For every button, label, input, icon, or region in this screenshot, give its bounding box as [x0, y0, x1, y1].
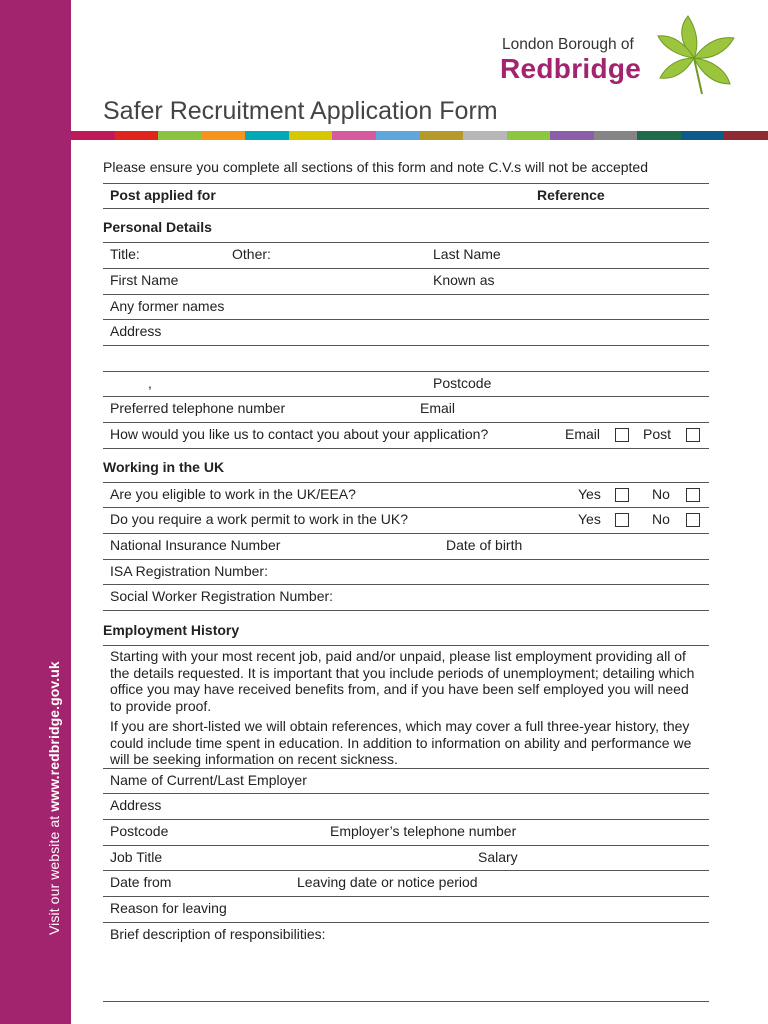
rule — [103, 242, 709, 243]
rule — [103, 559, 709, 560]
eligible-question: Are you eligible to work in the UK/EEA? — [110, 486, 356, 502]
stripe-segment — [463, 131, 507, 140]
dob-field[interactable]: Date of birth — [446, 537, 523, 553]
rule — [103, 845, 709, 846]
personal-details-heading: Personal Details — [103, 219, 212, 235]
rule — [103, 294, 709, 295]
stripe-segment — [724, 131, 768, 140]
employer-telephone-field[interactable]: Employer’s telephone number — [330, 823, 517, 839]
rule — [103, 183, 709, 184]
contact-post-checkbox[interactable] — [686, 428, 700, 442]
rule — [103, 768, 709, 769]
logo-top-text: London Borough of — [502, 36, 634, 53]
rule — [103, 793, 709, 794]
page-title: Safer Recruitment Application Form — [103, 97, 498, 125]
stripe-segment — [594, 131, 638, 140]
contact-post-label: Post — [643, 426, 672, 442]
rule — [103, 610, 709, 611]
permit-no-checkbox[interactable] — [686, 513, 700, 527]
stripe-segment — [71, 131, 115, 140]
rule — [103, 208, 709, 209]
rule — [103, 422, 709, 423]
rule — [103, 507, 709, 508]
stripe-segment — [637, 131, 681, 140]
job-title-field[interactable]: Job Title — [110, 849, 163, 865]
stripe-segment — [245, 131, 289, 140]
rule — [103, 896, 709, 897]
rule — [103, 482, 709, 483]
known-as-field[interactable]: Known as — [433, 272, 495, 288]
rule — [103, 1001, 709, 1002]
stripe-segment — [681, 131, 725, 140]
rule — [103, 371, 709, 372]
logo-main-text: Redbridge — [500, 53, 642, 84]
stripe-segment — [332, 131, 376, 140]
website-note — [46, 661, 62, 935]
social-worker-registration-field[interactable]: Social Worker Registration Number: — [110, 588, 334, 604]
address-field[interactable]: Address — [110, 323, 162, 339]
eligible-yes-checkbox[interactable] — [615, 488, 629, 502]
intro-text: Please ensure you complete all sections of this form and note C.V.s will not be accepted — [103, 159, 649, 175]
stripe-segment — [550, 131, 594, 140]
rule — [103, 870, 709, 871]
eligible-no-label: No — [652, 486, 670, 502]
sidebar-band — [0, 0, 71, 1024]
title-field[interactable]: Title: — [110, 246, 140, 262]
working-uk-heading: Working in the UK — [103, 459, 225, 475]
first-name-field[interactable]: First Name — [110, 272, 179, 288]
rule — [103, 584, 709, 585]
chestnut-leaf-icon — [650, 14, 740, 104]
employment-history-heading: Employment History — [103, 622, 240, 638]
employer-address-field[interactable]: Address — [110, 797, 162, 813]
stripe-segment — [115, 131, 159, 140]
salary-field[interactable]: Salary — [478, 849, 518, 865]
rule — [103, 533, 709, 534]
last-name-field[interactable]: Last Name — [433, 246, 501, 262]
post-applied-label: Post applied for — [110, 187, 216, 203]
isa-registration-field[interactable]: ISA Registration Number: — [110, 563, 268, 579]
address-comma: , — [148, 375, 152, 391]
former-names-field[interactable]: Any former names — [110, 298, 225, 314]
date-from-field[interactable]: Date from — [110, 874, 172, 890]
rule — [103, 345, 709, 346]
other-field[interactable]: Other: — [232, 246, 271, 262]
stripe-segment — [289, 131, 333, 140]
rule — [103, 922, 709, 923]
rule — [103, 819, 709, 820]
stripe-segment — [420, 131, 464, 140]
rule — [103, 396, 709, 397]
website-prefix: Visit our website at — [46, 811, 62, 935]
telephone-field[interactable]: Preferred telephone number — [110, 400, 286, 416]
redbridge-logo — [490, 22, 740, 102]
email-field[interactable]: Email — [420, 400, 456, 416]
rule — [103, 268, 709, 269]
contact-question: How would you like us to contact you about your application? — [110, 426, 489, 442]
contact-email-checkbox[interactable] — [615, 428, 629, 442]
postcode-field[interactable]: Postcode — [433, 375, 492, 391]
color-stripe — [71, 131, 768, 140]
eligible-no-checkbox[interactable] — [686, 488, 700, 502]
permit-yes-checkbox[interactable] — [615, 513, 629, 527]
leaving-date-field[interactable]: Leaving date or notice period — [297, 874, 478, 890]
references-note: If you are short-listed we will obtain references, which may cover a full three-year history, they could include time spent in education. In addition to information on ability and performance we will be seeking information on recent sickness. — [110, 718, 692, 767]
ni-number-field[interactable]: National Insurance Number — [110, 537, 281, 553]
stripe-segment — [507, 131, 551, 140]
responsibilities-field[interactable]: Brief description of responsibilities: — [110, 926, 326, 942]
rule — [103, 645, 709, 646]
rule — [103, 319, 709, 320]
website-url[interactable]: www.redbridge.gov.uk — [46, 661, 62, 812]
employer-postcode-field[interactable]: Postcode — [110, 823, 169, 839]
contact-email-label: Email — [565, 426, 601, 442]
employment-instructions: Starting with your most recent job, paid and/or unpaid, please list employment providing all of the details requested. It is important that you include periods of unemployment; detailing which office you may have received benefits from, and if you have been self employed you will need to provide proof. — [110, 648, 695, 714]
stripe-segment — [158, 131, 202, 140]
stripe-segment — [376, 131, 420, 140]
reference-label: Reference — [537, 187, 605, 203]
permit-no-label: No — [652, 511, 670, 527]
reason-for-leaving-field[interactable]: Reason for leaving — [110, 900, 227, 916]
eligible-yes-label: Yes — [578, 486, 601, 502]
permit-yes-label: Yes — [578, 511, 601, 527]
stripe-segment — [202, 131, 246, 140]
employer-name-field[interactable]: Name of Current/Last Employer — [110, 772, 307, 788]
rule — [103, 448, 709, 449]
permit-question: Do you require a work permit to work in the UK? — [110, 511, 409, 527]
